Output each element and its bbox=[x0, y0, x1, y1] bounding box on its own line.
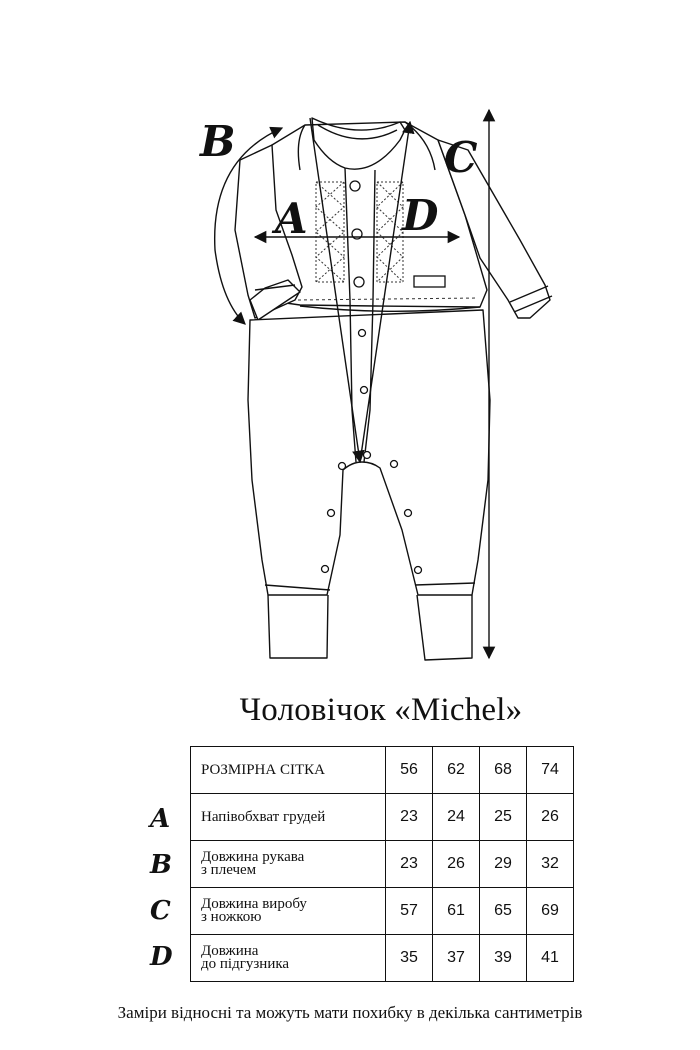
table-cell: 29 bbox=[480, 841, 527, 888]
size-chart-table bbox=[190, 746, 574, 982]
table-cell: 26 bbox=[527, 794, 574, 841]
row-label-line2: з плечем bbox=[201, 862, 257, 878]
size-56: 56 bbox=[386, 747, 433, 794]
table-cell: 57 bbox=[386, 888, 433, 935]
table-cell: 61 bbox=[433, 888, 480, 935]
table-cell: 25 bbox=[480, 794, 527, 841]
row-label bbox=[191, 935, 386, 982]
size-62: 62 bbox=[433, 747, 480, 794]
row-label bbox=[191, 794, 386, 841]
table-cell: 23 bbox=[386, 794, 433, 841]
row-label-line1: Напівобхват грудей bbox=[201, 808, 326, 825]
row-letter-c: C bbox=[150, 896, 171, 926]
table-row bbox=[191, 841, 574, 888]
table-cell: 35 bbox=[386, 935, 433, 982]
row-label bbox=[191, 888, 386, 935]
table-cell: 24 bbox=[433, 794, 480, 841]
table-cell: 39 bbox=[480, 935, 527, 982]
letter-c: C bbox=[444, 133, 478, 182]
table-row bbox=[191, 794, 574, 841]
footnote: Заміри відносні та можуть мати похибку в декілька сантиметрів bbox=[117, 1003, 583, 1022]
table-cell: 26 bbox=[433, 841, 480, 888]
table-header-label: РОЗМІРНА СІТКА bbox=[191, 747, 386, 794]
table-row bbox=[191, 935, 574, 982]
row-label-line1: Довжина рукава bbox=[201, 849, 305, 865]
table-cell: 37 bbox=[433, 935, 480, 982]
letter-a: A bbox=[275, 194, 308, 243]
table-cell: 23 bbox=[386, 841, 433, 888]
row-letter-d: D bbox=[150, 942, 173, 972]
row-letter-a: A bbox=[150, 804, 171, 834]
row-label-line1: Довжина виробу bbox=[201, 896, 307, 912]
table-cell: 32 bbox=[527, 841, 574, 888]
letter-b: B bbox=[200, 117, 236, 166]
table-cell: 69 bbox=[527, 888, 574, 935]
table-cell: 41 bbox=[527, 935, 574, 982]
row-label-line2: з ножкою bbox=[201, 909, 262, 925]
table-cell: 65 bbox=[480, 888, 527, 935]
table-header-row bbox=[191, 747, 574, 794]
size-68: 68 bbox=[480, 747, 527, 794]
row-label-line2: до підгузника bbox=[201, 956, 290, 972]
row-letter-b: B bbox=[150, 850, 172, 880]
row-label bbox=[191, 841, 386, 888]
table-row bbox=[191, 888, 574, 935]
letter-d: D bbox=[402, 191, 439, 240]
size-74: 74 bbox=[527, 747, 574, 794]
garment-label bbox=[414, 276, 445, 287]
row-label-line1: Довжина bbox=[201, 943, 259, 959]
product-title: Чоловічок «Michel» bbox=[239, 692, 523, 728]
